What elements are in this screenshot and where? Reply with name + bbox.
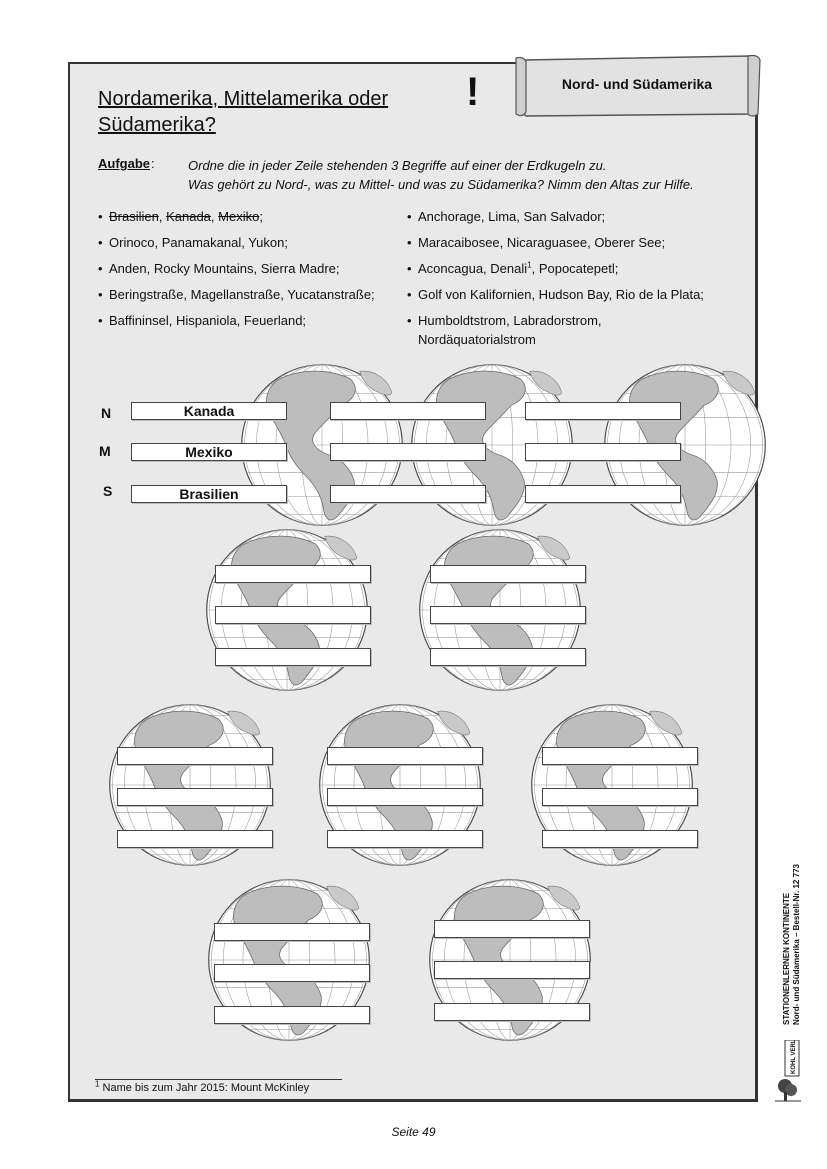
term-item: • Beringstraße, Magellanstraße, Yucatanstraße;: [98, 285, 375, 304]
answer-field-middle[interactable]: Mexiko: [131, 443, 287, 461]
answer-field-south[interactable]: [525, 485, 681, 503]
term-item: • Anchorage, Lima, San Salvador;: [407, 207, 718, 226]
row-label-north: N: [101, 405, 112, 421]
answer-field-middle[interactable]: [214, 964, 370, 982]
answer-field-south[interactable]: Brasilien: [131, 485, 287, 503]
task-instructions: [188, 156, 694, 194]
answer-field-south[interactable]: [327, 830, 483, 848]
answer-field-middle[interactable]: [117, 788, 273, 806]
answer-field-north[interactable]: [330, 402, 486, 420]
answer-field-south[interactable]: [430, 648, 586, 666]
task-colon: :: [151, 156, 155, 171]
answer-field-north[interactable]: [542, 747, 698, 765]
answer-field-south[interactable]: [117, 830, 273, 848]
title-line-2: Südamerika?: [98, 114, 216, 136]
answer-field-south[interactable]: [214, 1006, 370, 1024]
term-item: • Baffininsel, Hispaniola, Feuerland;: [98, 311, 375, 330]
answer-field-south[interactable]: [330, 485, 486, 503]
series-info: STATIONENLERNEN KONTINENTE Nord- und Südamerika – Bestell-Nr. 12 773: [782, 864, 801, 1025]
term-item: • Maracaibosee, Nicaraguasee, Oberer See;: [407, 233, 718, 252]
answer-field-north[interactable]: [214, 923, 370, 941]
answer-field-middle[interactable]: [327, 788, 483, 806]
term-list-left: [98, 207, 375, 337]
answer-field-north[interactable]: [434, 920, 590, 938]
exclamation-mark: !: [466, 70, 480, 114]
title-line-1: Nordamerika, Mittelamerika oder: [98, 88, 389, 110]
term-item: • Aconcagua, Denali$^1$, Popocatepetl;: [407, 259, 718, 278]
footnote: $^1$ Name bis zum Jahr 2015: Mount McKinley: [95, 1079, 310, 1094]
answer-field-north[interactable]: [327, 747, 483, 765]
publisher-logo: [773, 1040, 803, 1102]
term-item: • Orinoco, Panamakanal, Yukon;: [98, 233, 375, 252]
publisher-name: KOHL VERLAG: [791, 1040, 797, 1074]
answer-field-south[interactable]: [215, 648, 371, 666]
task-line-1: Ordne die in jeder Zeile stehenden 3 Begriffe auf einer der Erdkugeln zu.: [188, 158, 607, 173]
page-number: Seite 49: [391, 1125, 436, 1139]
answer-field-north[interactable]: [430, 565, 586, 583]
answer-field-middle[interactable]: [434, 961, 590, 979]
answer-field-middle[interactable]: [215, 606, 371, 624]
answer-field-middle[interactable]: [525, 443, 681, 461]
answer-field-north[interactable]: [215, 565, 371, 583]
answer-field-middle[interactable]: [330, 443, 486, 461]
answer-field-south[interactable]: [542, 830, 698, 848]
row-label-middle: M: [99, 443, 111, 459]
task-label: Aufgabe: [98, 156, 150, 171]
worksheet-title: [98, 86, 388, 138]
answer-field-middle[interactable]: [430, 606, 586, 624]
row-label-south: S: [103, 483, 113, 499]
term-item: • Anden, Rocky Mountains, Sierra Madre;: [98, 259, 375, 278]
term-item: • Humboldtstrom, Labradorstrom, Nordäquatorialstrom: [407, 311, 718, 349]
answer-field-north[interactable]: [525, 402, 681, 420]
tree-logo-icon: [773, 1040, 803, 1102]
answer-field-south[interactable]: [434, 1003, 590, 1021]
footnote-rule: [95, 1079, 342, 1080]
topic-scroll-banner: [512, 54, 762, 118]
term-list-right: [407, 207, 718, 356]
topic-label: Nord- und Südamerika: [561, 76, 713, 92]
answer-field-middle[interactable]: [542, 788, 698, 806]
term-item: • Golf von Kalifornien, Hudson Bay, Rio de la Plata;: [407, 285, 718, 304]
term-item: • Brasilien, Kanada, Mexiko;: [98, 207, 375, 226]
task-line-2: Was gehört zu Nord-, was zu Mittel- und was zu Südamerika? Nimm den Altas zur Hilfe.: [188, 177, 694, 192]
answer-field-north[interactable]: Kanada: [131, 402, 287, 420]
answer-field-north[interactable]: [117, 747, 273, 765]
